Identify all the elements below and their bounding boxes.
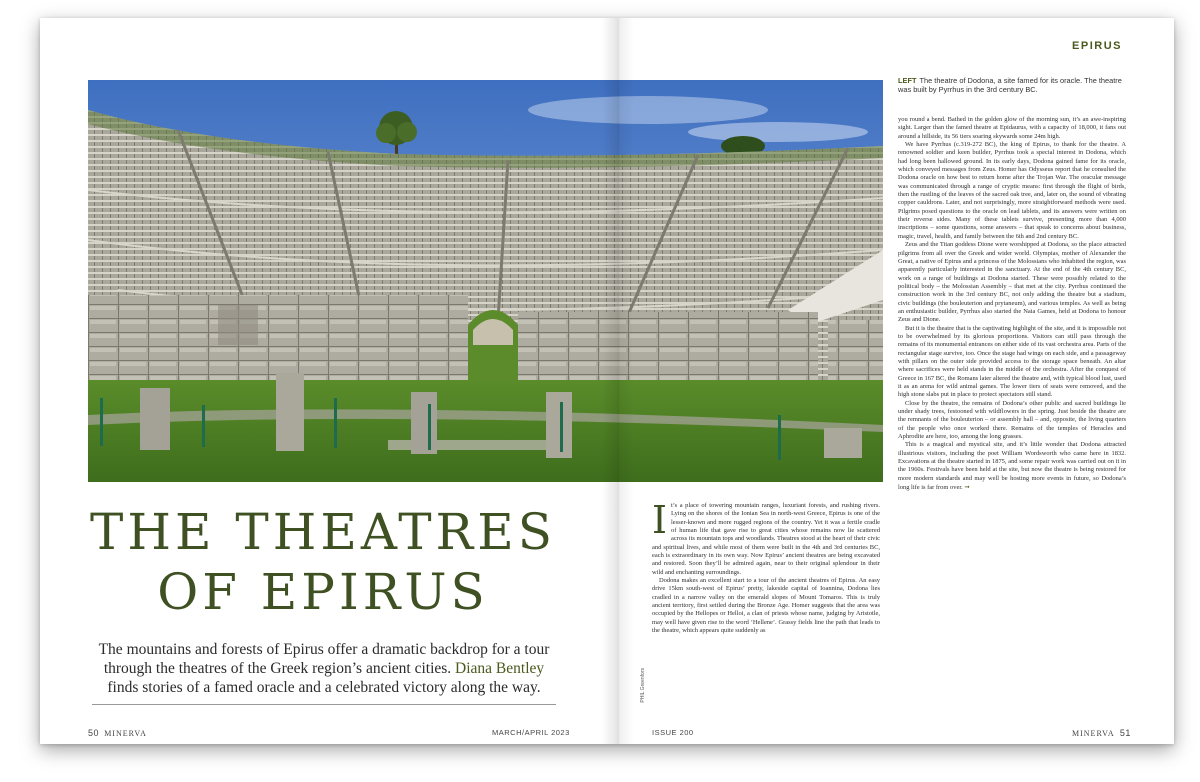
standfirst-text-after: finds stories of a famed oracle and a celebrated victory along the way.: [107, 679, 541, 696]
photo-caption: [898, 76, 1123, 94]
end-arrow-icon: ➞: [964, 483, 970, 492]
body-paragraph: you round a bend. Bathed in the golden glow of the morning sun, it’s an awe-inspiring sight. Larger than the famed theatre at Epidaurus, with a capacity of 18,000, it fans out around a hillside, its 56 tiers soaring skywards some 24m high.: [898, 116, 1126, 140]
article-title: [88, 502, 558, 622]
title-line-2: OF EPIRUS: [157, 563, 489, 621]
page-number-left: 50: [88, 728, 100, 738]
footer-issue: ISSUE 200: [652, 728, 694, 737]
standfirst-text: The mountains and forests of Epirus offer a dramatic backdrop for a tour through the theatres of the Greek region’s ancient cities.: [98, 641, 550, 677]
body-paragraph-text: This is a magical and mystical site, and it’s little wonder that Dodona attracted illustrious visitors, including the poet William Wordsworth who came here in 1832. Excavations at the theatre started in 1875, and some repair work was carried out on it in the 1960s. Festivals have been held at the site, but now the theatre is being restored for more modern standards and may well be hosting more events in future, so Dodona’s long life is far from over.: [898, 441, 1126, 492]
body-paragraph: Close by the theatre, the remains of Dodona’s other public and sacred buildings lie under shady trees, festooned with wildflowers in the spring. Just beside the theatre are the remnants of the bouleuterion – or assembly hall – and, opposite, the living quarters of the people who once worked there. Remains of the temples of Heracles and Aphrodite are here, too, among the long grasses.: [898, 399, 1126, 441]
photo-credit: PHIL Greenfors: [640, 668, 646, 703]
section-label: EPIRUS: [1072, 40, 1122, 52]
body-paragraph: Dodona makes an excellent start to a tour of the ancient theatres of Epirus. An easy drive 15km south-west of Epirus’ pretty, lakeside capital of Ioannina, Dodona lies cradled in a narrow valley on the emerald slopes of Mount Tomaros. This is truly ancient territory, first settled during the Bronze Age. Homer suggests that the area was occupied by the Hellopes or Helloi, a clan of priests whose name, judging by Aristotle, may well have given rise to the word ‘Hellene’. Grassy fields line the path that leads to the theatre, which appears quite suddenly as: [652, 577, 880, 635]
body-paragraph: Zeus and the Titan goddess Dione were worshipped at Dodona, so the place attracted pilgrims from all over the Greek and wider world. Olympias, mother of Alexander the Great, a native of Epirus and a princess of the Molossians who inhabited the region, was apparently particularly interested in the sanctuary. At the end of the 4th century BC, work on a range of buildings at Dodona started. These were possibly related to the political body – the Molossian Assembly – that met at the city. Pyrrhus continued the construction work in the 3rd century BC, not only adding the theatre but a stadium, civic buildings (the bouleuterion and prytaneum), and various temples. As well as being an enthusiastic builder, Pyrrhus also started the Naia Games, held at Dodona to honour Zeus and Dione.: [898, 241, 1126, 324]
footer-left: [88, 728, 147, 738]
caption-label: LEFT: [898, 76, 917, 85]
standfirst: [92, 640, 556, 697]
theatre-photo: [88, 80, 883, 482]
body-column-1: [652, 498, 880, 636]
page-number-right: 51: [1119, 728, 1131, 738]
body-paragraph: But it is the theatre that is the captivating highlight of the site, and it is impossible not to be overwhelmed by its glorious proportions. Visitors can still pass through the remains of its monumental entrances on either side of its vast orchestra area. Parts of the rectangular stage survive, too. Once the stage had wings on each side, and a passageway with pillars on the outer side provided access to the storage space beneath. An altar where sacrifices were held stands in the middle of the orchestra. After the conquest of Greece in 167 BC, the Romans later altered the theatre and, with typical blood lust, used it as an arena for wild animal games. The lower tiers of seats were removed, and the high stone slabs put in place to protect spectators still stand.: [898, 324, 1126, 399]
footer-date: MARCH/APRIL 2023: [492, 728, 570, 737]
body-paragraph: t’s a place of towering mountain ranges, luxuriant forests, and rushing rivers. Lying on the shores of the Ionian Sea in north-west Greece, Epirus is one of the lesser-known and more rugged regions of the country. Yet it was a fertile cradle of human life that gave rise to great cities whose remains now lie scattered across its mountain tops and woodlands. Theatres stood at the heart of their civic and spiritual lives, and while most of them were built in the 4th and 3rd centuries BC, each is extraordinary in its own way. Now Epirus’ ancient theatres are being excavated and restored. Soon they’ll be admired again, near to their original splendour in their wild and enchanting surroundings.: [652, 502, 880, 576]
footer-right: [1072, 728, 1131, 738]
drop-cap: I: [652, 498, 668, 542]
magazine-name-left: MINERVA: [104, 729, 147, 738]
title-line-1: THE THEATRES: [90, 503, 556, 561]
body-paragraph-last: [898, 441, 1126, 492]
dodona-theatre-image: [88, 80, 883, 482]
author-name: Diana Bentley: [455, 660, 545, 677]
body-column-2: [898, 116, 1126, 492]
body-paragraph: We have Pyrrhus (c.319-272 BC), the king of Epirus, to thank for the theatre. A renowned soldier and keen builder, Pyrrhus took a special interest in Dodona, which had long been hallowed ground. In its early days, Dodona gained fame for its oracle, which conveyed messages from Zeus. Homer has Odysseus report that he consulted the Dodona oracle on how best to return home after the Trojan War. The oracular message was communicated through a range of cryptic means: first through the flight of birds, then the rustling of the leaves of the sacred oak tree, and, later on, the sound of vibrating copper cauldrons. Later, and not surprisingly, more straightforward methods were used. Pilgrims posed questions to the oracle on lead tablets, and its answers were written on their reverse sides. Many of these tablets survive, presenting more than 4,000 inscriptions – some questions, some answers – that speak to concerns about business, magic, travel, health, and family between the 6th and 2nd century BC.: [898, 141, 1126, 240]
magazine-name-right: MINERVA: [1072, 729, 1115, 738]
standfirst-rule: [92, 704, 556, 705]
caption-text: The theatre of Dodona, a site famed for its oracle. The theatre was built by Pyrrhus in the 3rd century BC.: [898, 76, 1122, 94]
magazine-spread: [40, 18, 1174, 744]
